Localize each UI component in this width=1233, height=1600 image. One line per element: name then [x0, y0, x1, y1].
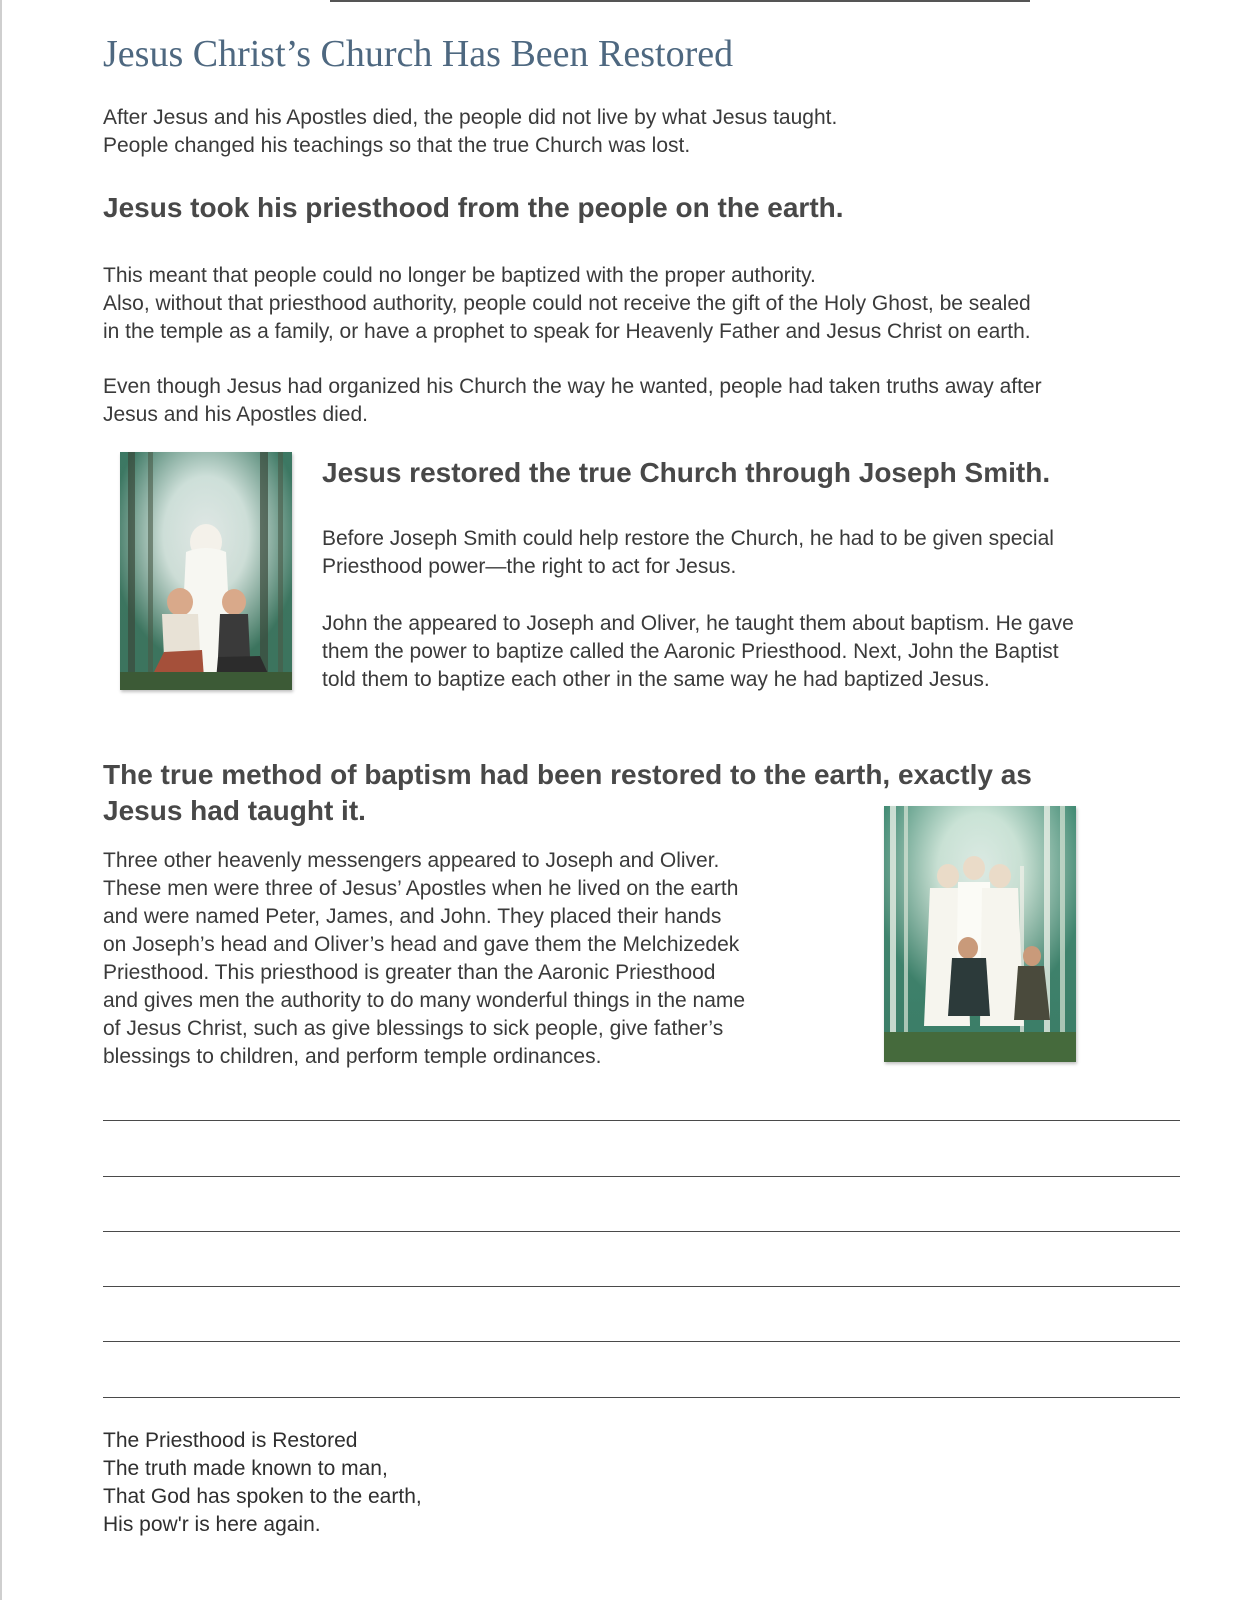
paragraph-line: Also, without that priesthood authority, people could not receive the gift of the Holy Ghost, be sealed [103, 292, 1031, 315]
section1-paragraph-1 [103, 262, 1031, 346]
paragraph-line: and were named Peter, James, and John. They placed their hands [103, 905, 722, 928]
paragraph-line: of Jesus Christ, such as give blessings to sick people, give father’s [103, 1017, 724, 1040]
paragraph-line: These men were three of Jesus’ Apostles when he lived on the earth [103, 877, 739, 900]
song-line: That God has spoken to the earth, [103, 1485, 422, 1508]
aaronic-priesthood-painting [120, 452, 292, 690]
section2-paragraph-2 [322, 610, 1074, 694]
paragraph-line: This meant that people could no longer be baptized with the proper authority. [103, 264, 816, 287]
paragraph-line: them the power to baptize called the Aaronic Priesthood. Next, John the Baptist [322, 640, 1059, 663]
paragraph-line: Even though Jesus had organized his Church the way he wanted, people had taken truths away after [103, 375, 1042, 398]
paragraph-line: Priesthood power—the right to act for Jesus. [322, 555, 737, 578]
section2-heading-text: Jesus restored the true Church through Joseph Smith. [322, 457, 1051, 488]
intro-paragraph [103, 104, 837, 160]
paragraph-line: blessings to children, and perform temple ordinances. [103, 1045, 602, 1068]
answer-line[interactable] [103, 1231, 1180, 1232]
answer-line[interactable] [103, 1341, 1180, 1342]
section1-paragraph-2 [103, 373, 1042, 429]
section2-paragraph-1 [322, 525, 1054, 581]
paragraph-line: on Joseph’s head and Oliver’s head and gave them the Melchizedek [103, 933, 740, 956]
page-title: Jesus Christ’s Church Has Been Restored [103, 33, 734, 75]
answer-line[interactable] [103, 1397, 1180, 1398]
paragraph-line: Priesthood. This priesthood is greater than the Aaronic Priesthood [103, 961, 716, 984]
song-line: The truth made known to man, [103, 1457, 388, 1480]
section1-heading [103, 190, 844, 226]
answer-line[interactable] [103, 1120, 1180, 1121]
melchizedek-priesthood-illustration [884, 806, 1076, 1062]
song-line: The Priesthood is Restored [103, 1429, 358, 1452]
scan-edge-left [0, 0, 2, 1600]
song-verse [103, 1427, 422, 1539]
paragraph-line: Before Joseph Smith could help restore the Church, he had to be given special [322, 527, 1054, 550]
paragraph-line: Jesus and his Apostles died. [103, 403, 369, 426]
aaronic-priesthood-illustration [120, 452, 292, 690]
section2-heading [322, 455, 1050, 491]
paragraph-line: Three other heavenly messengers appeared to Joseph and Oliver. [103, 849, 720, 872]
scan-edge-top [330, 0, 1030, 2]
paragraph-line: in the temple as a family, or have a prophet to speak for Heavenly Father and Jesus Christ on earth. [103, 320, 1031, 343]
paragraph-line: told them to baptize each other in the same way he had baptized Jesus. [322, 668, 990, 691]
section1-heading-text: Jesus took his priesthood from the people on the earth. [103, 192, 844, 223]
melchizedek-priesthood-painting [884, 806, 1076, 1062]
intro-line: After Jesus and his Apostles died, the people did not live by what Jesus taught. [103, 106, 838, 129]
section3-heading-line: The true method of baptism had been restored to the earth, exactly as [103, 759, 1032, 790]
paragraph-line: John the appeared to Joseph and Oliver, he taught them about baptism. He gave [322, 612, 1074, 635]
intro-line: People changed his teachings so that the true Church was lost. [103, 134, 691, 157]
section3-heading-line: Jesus had taught it. [103, 795, 366, 826]
answer-line[interactable] [103, 1286, 1180, 1287]
song-line: His pow'r is here again. [103, 1513, 321, 1536]
paragraph-line: and gives men the authority to do many wonderful things in the name [103, 989, 746, 1012]
section3-paragraph [103, 847, 745, 1071]
answer-line[interactable] [103, 1176, 1180, 1177]
